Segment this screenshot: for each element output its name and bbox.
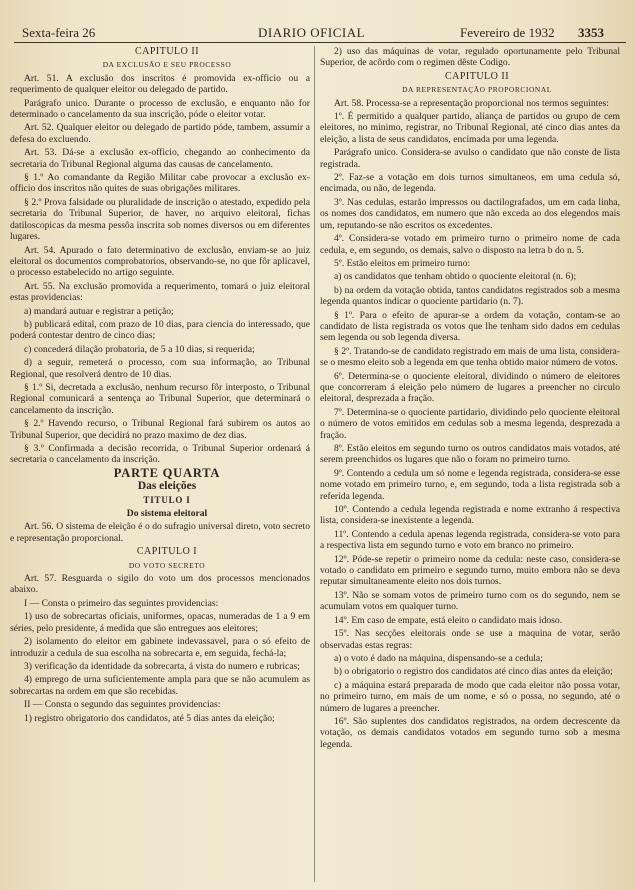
article-paragraph: Art. 54. Apurado o fato determinativo de exclusão, enviam-se ao juiz eleitoral os documentos comprobatorios, observando-se, no que fôr aplicavel, o processo estabelecido no artigo seguinte.	[10, 244, 310, 279]
section-heading: TITULO I	[143, 494, 191, 505]
article-paragraph: § 2.º Prova falsidade ou pluralidade de inscrição o atestado, expedido pela secretaria do Tribunal Superior, de haver, no arquivo eleitoral, fichas datiloscopicas da mesma pessôa inscrita sob nomes diversos ou em diferentes lugares.	[10, 196, 310, 243]
article-paragraph: 10º. Contendo a cedula legenda registrada e nome extranho á respectiva lista, considera-se inexistente a legenda.	[320, 504, 620, 527]
article-paragraph: § 2.º Havendo recurso, o Tribunal Regional fará subirem os autos ao Tribunal Superior, que decidirá no prazo maximo de dez dias.	[10, 418, 310, 441]
right-column	[320, 46, 620, 884]
header-rule	[14, 42, 626, 43]
article-paragraph: 2º. Faz-se a votação em dois turnos simultaneos, em uma cedula só, encimada, ou não, de legenda.	[320, 172, 620, 195]
article-paragraph: II — Consta o segundo das seguintes providencias:	[24, 699, 221, 711]
article-paragraph: Art. 55. Na exclusão promovida a requerimento, tomará o juiz eleitoral estas providencias:	[10, 280, 310, 304]
section-heading: DA REPRESENTAÇÃO PROPORCIONAL	[402, 85, 552, 95]
article-paragraph: 11º. Contendo a cedula apenas legenda registrada, considera-se voto para a respectiva lista em segundo turno e voto em branco no primeiro.	[320, 528, 620, 552]
article-paragraph: 1º. É permitido a qualquer partido, aliança de partidos ou grupo de cem eleitores, no minimo, registrar, no Tribunal Regional, até cinco dias antes da eleição, a lista de seus candidatos, encimada por uma legenda.	[320, 111, 620, 145]
article-paragraph: 14º. Em caso de empate, está eleito o candidato mais idoso.	[334, 614, 563, 626]
article-paragraph: 5º. Estão eleitos em primeiro turno:	[334, 257, 471, 269]
article-paragraph: 3) verificação da identidade da sobrecarta, á vista do numero e rubricas;	[24, 660, 300, 672]
article-paragraph: Parágrafo unico. Durante o processo de exclusão, e enquanto não for determinado o cancelamento da sua inscrição, póde o eleitor votar.	[10, 97, 310, 121]
page-header	[0, 4, 635, 40]
article-paragraph: Parágrafo unico. Considera-se avulso o candidato que não conste de lista registrada.	[320, 147, 620, 170]
article-paragraph: 9º. Contendo a cedula um só nome e legenda registrada, considera-se esse nome votado em primeiro turno, e, em segundo, toda a lista registrada sob a referida legenda.	[320, 467, 620, 502]
article-paragraph: 16º. São suplentes dos candidatos registrados, na ordem decrescente da votação, os demais candidatos votados em segundo turno sob a mesma legenda.	[320, 715, 620, 750]
article-paragraph: I — Consta o primeiro das seguintes providencias:	[24, 597, 219, 609]
left-column	[10, 46, 310, 884]
article-paragraph: § 2º. Tratando-se de candidato registrado em mais de uma lista, considera-se o mesmo eleito sob a legenda em que tenha obtido maior número de votos.	[320, 345, 620, 369]
article-paragraph: 1) uso de sobrecartas oficiais, uniformes, opacas, numeradas de 1 a 9 em séries, pelo presidente, á medida que são entregues aos eleitores;	[10, 611, 310, 634]
article-paragraph: Art. 58. Processa-se a representação proporcional nos termos seguintes:	[334, 97, 609, 109]
section-heading: Do sistema eleitoral	[126, 508, 208, 520]
article-paragraph: § 1º. Para o efeito de apurar-se a ordem da votação, contam-se ao candidato de lista registrada os votos que lhe tenham sido dados em cedulas sem legenda ou sob legenda diversa.	[320, 309, 620, 344]
section-heading: CAPITULO II	[444, 70, 510, 82]
article-paragraph: c) a máquina estará preparada de modo que cada eleitor não possa votar, no primeiro turno, em mais de um nome, e só o possa, no segundo, até o número de lugares a preencher.	[320, 679, 620, 714]
article-paragraph: 4º. Considera-se votado em primeiro turno o primeiro nome de cada cedula, e, em segundo, os demais, salvo o disposto na letra b do n. 5.	[320, 233, 620, 256]
column-divider	[314, 46, 315, 882]
article-paragraph: 3º. Nas cedulas, estarão impressos ou dactilografados, um em cada linha, os nomes dos candidatos, em numero que não exceda ao dos elegendos mais um, reputando-se não escritos os excedentes.	[320, 196, 620, 231]
article-paragraph: 4) emprego de urna suficientemente ampla para que se não acumulem as sobrecartas na ordem em que são recebidas.	[10, 674, 310, 697]
section-heading: CAPITULO II	[134, 46, 200, 57]
article-paragraph: Art. 56. O sistema de eleição é o do sufragio universal direto, voto secreto e representação proporcional.	[10, 521, 310, 544]
article-paragraph: § 1.º Ao comandante da Região Militar cabe provocar a exclusão ex-officio dos inscritos não quites de suas obrigações militares.	[10, 172, 310, 195]
article-paragraph: c) concederá dilação probatoria, de 5 a 10 dias, si requerida;	[24, 343, 255, 355]
header-date-weekday: Sexta-feira 26	[22, 25, 96, 40]
article-paragraph: § 1.º Si, decretada a exclusão, nenhum recurso fôr interposto, o Tribunal Regional comunicará a sentença ao Tribunal Superior, que determinará o cancelamento da inscrição.	[10, 381, 310, 416]
article-paragraph: 1) registro obrigatorio dos candidatos, até 5 dias antes da eleição;	[24, 712, 275, 724]
article-paragraph: a) mandará autuar e registrar a petição;	[24, 305, 174, 317]
article-paragraph: a) os candidatos que tenham obtido o quociente eleitoral (n. 6);	[334, 271, 577, 283]
section-heading: CAPITULO I	[136, 546, 198, 558]
section-heading: DO VOTO SECRETO	[128, 560, 206, 570]
header-date-month-year: Fevereiro de 1932	[460, 25, 555, 40]
article-paragraph: Art. 52. Qualquer eleitor ou delegado de partido póde, tambem, assumir a defesa do excluendo.	[10, 122, 310, 145]
header-page-number: 3353	[578, 25, 604, 40]
article-paragraph: d) a seguir, remeterá o processo, com sua informação, ao Tribunal Regional, que resolverá dentro de 10 dias.	[10, 357, 310, 380]
article-paragraph: 2) uso das máquinas de votar, regulado oportunamente pelo Tribunal Superior, de acôrdo com o regimen dêste Codigo.	[320, 46, 620, 69]
article-paragraph: § 3.º Confirmada a decisão recorrida, o Tribunal Superior ordenará á secretaria o cancelamento da inscrição.	[10, 443, 310, 466]
article-paragraph: b) na ordem da votação obtida, tantos candidatos registrados sob a mesma legenda quantos indicar o quociente partidario (n. 7).	[320, 284, 620, 308]
article-paragraph: 2) isolamento do eleitor em gabinete indevassavel, para o só efeito de introduzir a cedula de sua escolha na sobrecarta e, em seguida, fechá-la;	[10, 636, 310, 659]
article-paragraph: 6º. Determina-se o quociente eleitoral, dividindo o número de eleitores que concorreram á eleição pelo número de lugares a preencher no circulo eleitoral, desprezada a fração.	[320, 370, 620, 405]
section-heading: PARTE QUARTA	[113, 465, 221, 480]
article-paragraph: Art. 53. Dá-se a exclusão ex-officio, chegando ao conhecimento da secretaria do Tribunal Regional alguma das causas de cancelamento.	[10, 147, 310, 170]
header-publication-title: DIARIO OFICIAL	[258, 25, 366, 40]
article-paragraph: a) o voto é dado na máquina, dispensando-se a cedula;	[334, 652, 543, 664]
article-paragraph: 15º. Nas secções eleitorais onde se use a maquina de votar, serão observadas estas regras:	[320, 628, 620, 651]
article-paragraph: b) publicará edital, com prazo de 10 dias, para ciencia do interessado, que poderá contestar dentro de cinco dias;	[10, 318, 310, 342]
article-paragraph: 8º. Estão eleitos em segundo turno os outros candidatos mais votados, até serem preenchidos os lugares que não o foram no primeiro turno.	[320, 443, 620, 466]
section-heading: Das eleições	[137, 480, 197, 493]
article-paragraph: Art. 57. Resguarda o sigilo do voto um dos processos mencionados abaixo.	[10, 573, 310, 596]
section-heading: DA EXCLUSÃO E SEU PROCESSO	[102, 60, 232, 70]
article-paragraph: 7º. Determina-se o quociente partidario, dividindo pelo quociente eleitoral o número de votos emitidos em cedulas sob a mesma legenda, desprezada a fração.	[320, 406, 620, 441]
article-paragraph: 12º. Póde-se repetir o primeiro nome da cedula: neste caso, considera-se votado o candidato em primeiro e segundo turno, muito embora não se deva reputar simultaneamente eleito nos dois turnos.	[320, 553, 620, 588]
article-paragraph: Art. 51. A exclusão dos inscritos é promovida ex-officio ou a requerimento de qualquer eleitor ou delegado de partido.	[10, 72, 310, 96]
article-paragraph: 13º. Não se somam votos de primeiro turno com os do segundo, nem se acumulam votos em qualquer turno.	[320, 589, 620, 613]
article-paragraph: b) o obrigatorio o registro dos candidatos até cinco dias antes da eleição;	[334, 666, 613, 678]
